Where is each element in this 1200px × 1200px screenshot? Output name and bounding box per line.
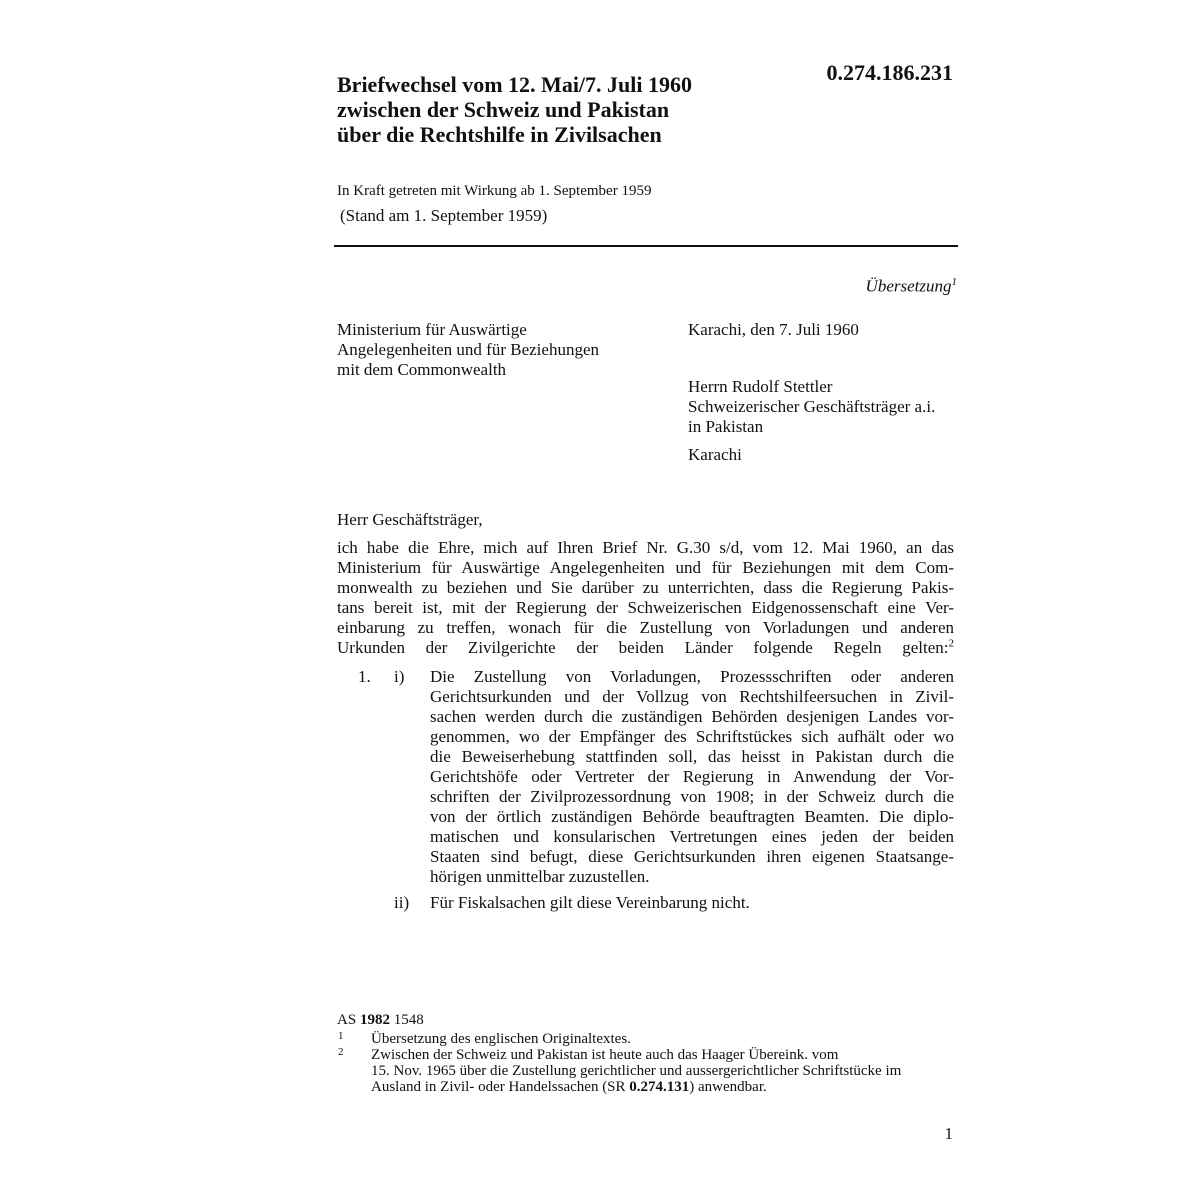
translation-label: Übersetzung [865, 276, 952, 296]
subitem-number: i) [394, 667, 405, 686]
subitem-line: hörigen unmittelbar zuzustellen. [430, 867, 650, 886]
in-force-note: In Kraft getreten mit Wirkung ab 1. September 1959 [337, 183, 652, 199]
body-line: ich habe die Ehre, mich auf Ihren Brief Nr. G.30 s/d, vom 12. Mai 1960, an das [337, 538, 954, 557]
as-reference [337, 1012, 424, 1029]
title-line: zwischen der Schweiz und Pakistan [337, 97, 670, 122]
body-line-last [337, 638, 954, 658]
document-title [337, 72, 797, 147]
subitem-number: ii) [394, 893, 410, 912]
title-line: über die Rechtshilfe in Zivilsachen [337, 122, 662, 147]
sender-address [337, 320, 599, 380]
subitem-line: schriften der Zivilprozessordnung von 1908; in der Schweiz durch die [430, 787, 954, 806]
footnote-ref[interactable]: 1 [951, 276, 957, 288]
subitem-line: genommen, wo der Empfänger des Schriftstückes sich aufhält oder wo [430, 727, 954, 746]
footnote-text [371, 1047, 961, 1095]
sender-line: Angelegenheiten und für Beziehungen [337, 340, 599, 359]
header-divider [334, 245, 958, 247]
subitem-text: Für Fiskalsachen gilt diese Vereinbarung nicht. [430, 893, 750, 912]
subitem-line: von der örtlich zuständigen Behörde beauftragten Beamten. Die diplo- [430, 807, 954, 826]
footnote-line [371, 1079, 961, 1095]
footnote-line-prefix: Ausland in Zivil- oder Handelssachen (SR [371, 1079, 626, 1095]
subitem-line: Gerichtshöfe oder Vertreter der Regierung in Anwendung der Vor- [430, 767, 954, 786]
sender-line: mit dem Commonwealth [337, 360, 507, 379]
as-prefix: AS [337, 1012, 357, 1028]
recipient-city: Karachi [688, 445, 742, 464]
recipient-address [688, 377, 935, 437]
footnote-text: Übersetzung des englischen Originaltextes. [371, 1031, 631, 1047]
body-line: monwealth zu beziehen und Sie darüber zu unterrichten, dass die Regierung Pakis- [337, 578, 954, 597]
body-line-text: Urkunden der Zivilgerichte der beiden Länder folgende Regeln gelten: [337, 638, 949, 657]
recipient-line: Herrn Rudolf Stettler [688, 377, 833, 396]
translation-note [866, 276, 957, 297]
footnote-number: 2 [338, 1046, 344, 1058]
body-line: tans bereit ist, mit der Regierung der Schweizerischen Eidgenossenschaft eine Ver- [337, 598, 954, 617]
footnote-line-suffix: ) anwendbar. [689, 1079, 767, 1095]
subitem-line: Die Zustellung von Vorladungen, Prozessschriften oder anderen [430, 667, 954, 686]
recipient-line: Schweizerischer Geschäftsträger a.i. [688, 397, 936, 416]
sr-number: 0.274.186.231 [826, 60, 953, 85]
footnote-number: 1 [338, 1030, 344, 1042]
sender-line: Ministerium für Auswärtige [337, 320, 527, 339]
footnote-line: 15. Nov. 1965 über die Zustellung gerichtlicher und aussergerichtlicher Schriftstücke im [371, 1063, 902, 1079]
sr-reference[interactable]: 0.274.131 [629, 1079, 690, 1095]
stand-date: (Stand am 1. September 1959) [340, 206, 548, 225]
as-page: 1548 [393, 1012, 424, 1028]
footnote-ref[interactable]: 2 [948, 637, 954, 650]
salutation: Herr Geschäftsträger, [337, 510, 483, 529]
body-paragraph [337, 538, 954, 658]
body-line: einbarung zu treffen, wonach für die Zustellung von Vorladungen und anderen [337, 618, 954, 637]
title-line: Briefwechsel vom 12. Mai/7. Juli 1960 [337, 72, 693, 97]
place-date: Karachi, den 7. Juli 1960 [688, 320, 859, 339]
page-number: 1 [944, 1124, 953, 1143]
subitem-line: sachen werden durch die zuständigen Behörden desjenigen Landes vor- [430, 707, 954, 726]
subitem-line: Gerichtsurkunden und der Vollzug von Rechtshilfeersuchen in Zivil- [430, 687, 954, 706]
subitem-text [430, 667, 954, 887]
as-year: 1982 [359, 1012, 390, 1028]
body-line: Ministerium für Auswärtige Angelegenheiten und für Beziehungen mit dem Com- [337, 558, 954, 577]
recipient-line: in Pakistan [688, 417, 764, 436]
footnote-line: Zwischen der Schweiz und Pakistan ist heute auch das Haager Übereink. vom [371, 1047, 839, 1063]
subitem-line: die Beweiserhebung stattfinden soll, das heisst in Pakistan durch die [430, 747, 954, 766]
item-number: 1. [358, 667, 371, 686]
subitem-line: Staaten sind befugt, diese Gerichtsurkunden ihren eigenen Staatsange- [430, 847, 954, 866]
subitem-line: matischen und konsularischen Vertretungen eines jeden der beiden [430, 827, 954, 846]
